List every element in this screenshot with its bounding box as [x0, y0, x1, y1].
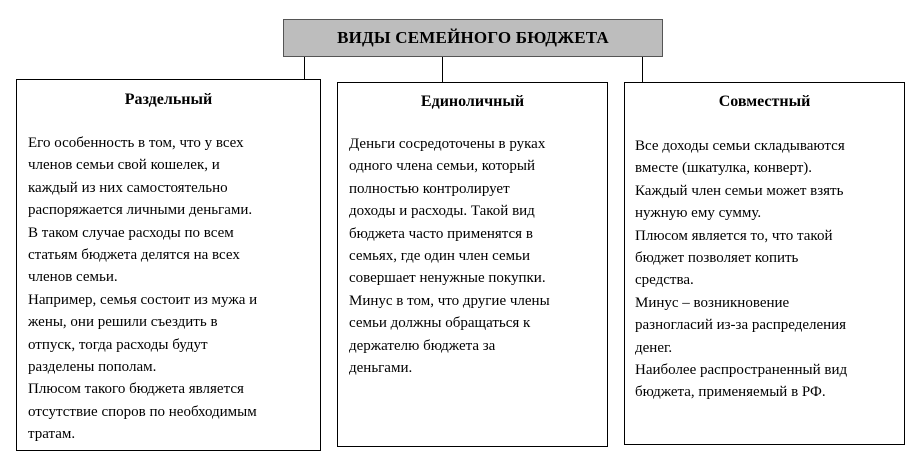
text-line: бюджета, применяемый в РФ. [635, 384, 826, 401]
text-line: Плюсом является то, что такой [635, 227, 833, 244]
connector-line-left [304, 57, 305, 80]
text-line: Все доходы семьи складываются [635, 138, 845, 154]
text-line: Минус – возникновение [635, 294, 790, 311]
text-line: членов семьи. [28, 269, 118, 286]
text-line: разногласий из-за распределения [635, 317, 847, 334]
card-sole-heading: Единоличный [420, 93, 525, 110]
text-line: Деньги сосредоточены в руках [349, 136, 546, 152]
connector-line-center [442, 57, 443, 83]
text-line: Минус в том, что другие члены [349, 292, 550, 309]
text-line: Например, семья состоит из мужа и [28, 291, 258, 308]
text-line: бюджета часто применятся в [349, 225, 533, 242]
text-line: денег. [635, 339, 673, 356]
text-line: Его особенность в том, что у всех [28, 135, 244, 151]
text-line: членов семьи свой кошелек, и [28, 157, 220, 174]
text-line: семьи должны обращаться к [349, 315, 531, 332]
text-line: Плюсом такого бюджета является [28, 381, 244, 398]
diagram-title: ВИДЫ СЕМЕЙНОГО БЮДЖЕТА [337, 28, 609, 47]
text-line: деньгами. [349, 359, 413, 376]
card-separate [16, 79, 321, 451]
text-line: статьям бюджета делятся на всех [28, 246, 240, 263]
text-line: доходы и расходы. Такой вид [349, 203, 535, 220]
card-sole-text [349, 133, 550, 379]
card-separate-heading: Раздельный [124, 91, 213, 108]
card-joint-heading: Совместный [718, 93, 811, 110]
text-line: семьях, где один член семьи [349, 247, 531, 264]
text-line: бюджет позволяет копить [635, 249, 799, 266]
text-line: отсутствие споров по необходимым [28, 403, 257, 420]
text-line: отпуск, тогда расходы будут [28, 336, 208, 353]
text-line: Каждый член семьи может взять [635, 182, 844, 199]
card-sole [337, 82, 608, 447]
diagram-title-box [283, 19, 663, 57]
text-line: средства. [635, 272, 694, 289]
text-line: каждый из них самостоятельно [28, 179, 228, 196]
text-line: совершает ненужные покупки. [349, 270, 546, 287]
text-line: тратам. [28, 426, 76, 443]
connector-line-right [642, 57, 643, 83]
text-line: разделены пополам. [28, 358, 157, 375]
text-line: полностью контролирует [349, 180, 510, 197]
text-line: жены, они решили съездить в [28, 314, 218, 331]
text-line: одного члена семьи, который [349, 158, 536, 175]
text-line: распоряжается личными деньгами. [28, 202, 253, 219]
text-line: держателю бюджета за [349, 337, 496, 354]
card-joint [624, 82, 905, 445]
text-line: В таком случае расходы по всем [28, 224, 234, 241]
card-separate-text [28, 132, 257, 445]
text-line: Наиболее распространенный вид [635, 361, 848, 378]
text-line: вместе (шкатулка, конверт). [635, 160, 813, 177]
card-joint-text [635, 135, 847, 404]
text-line: нужную ему сумму. [635, 205, 762, 222]
